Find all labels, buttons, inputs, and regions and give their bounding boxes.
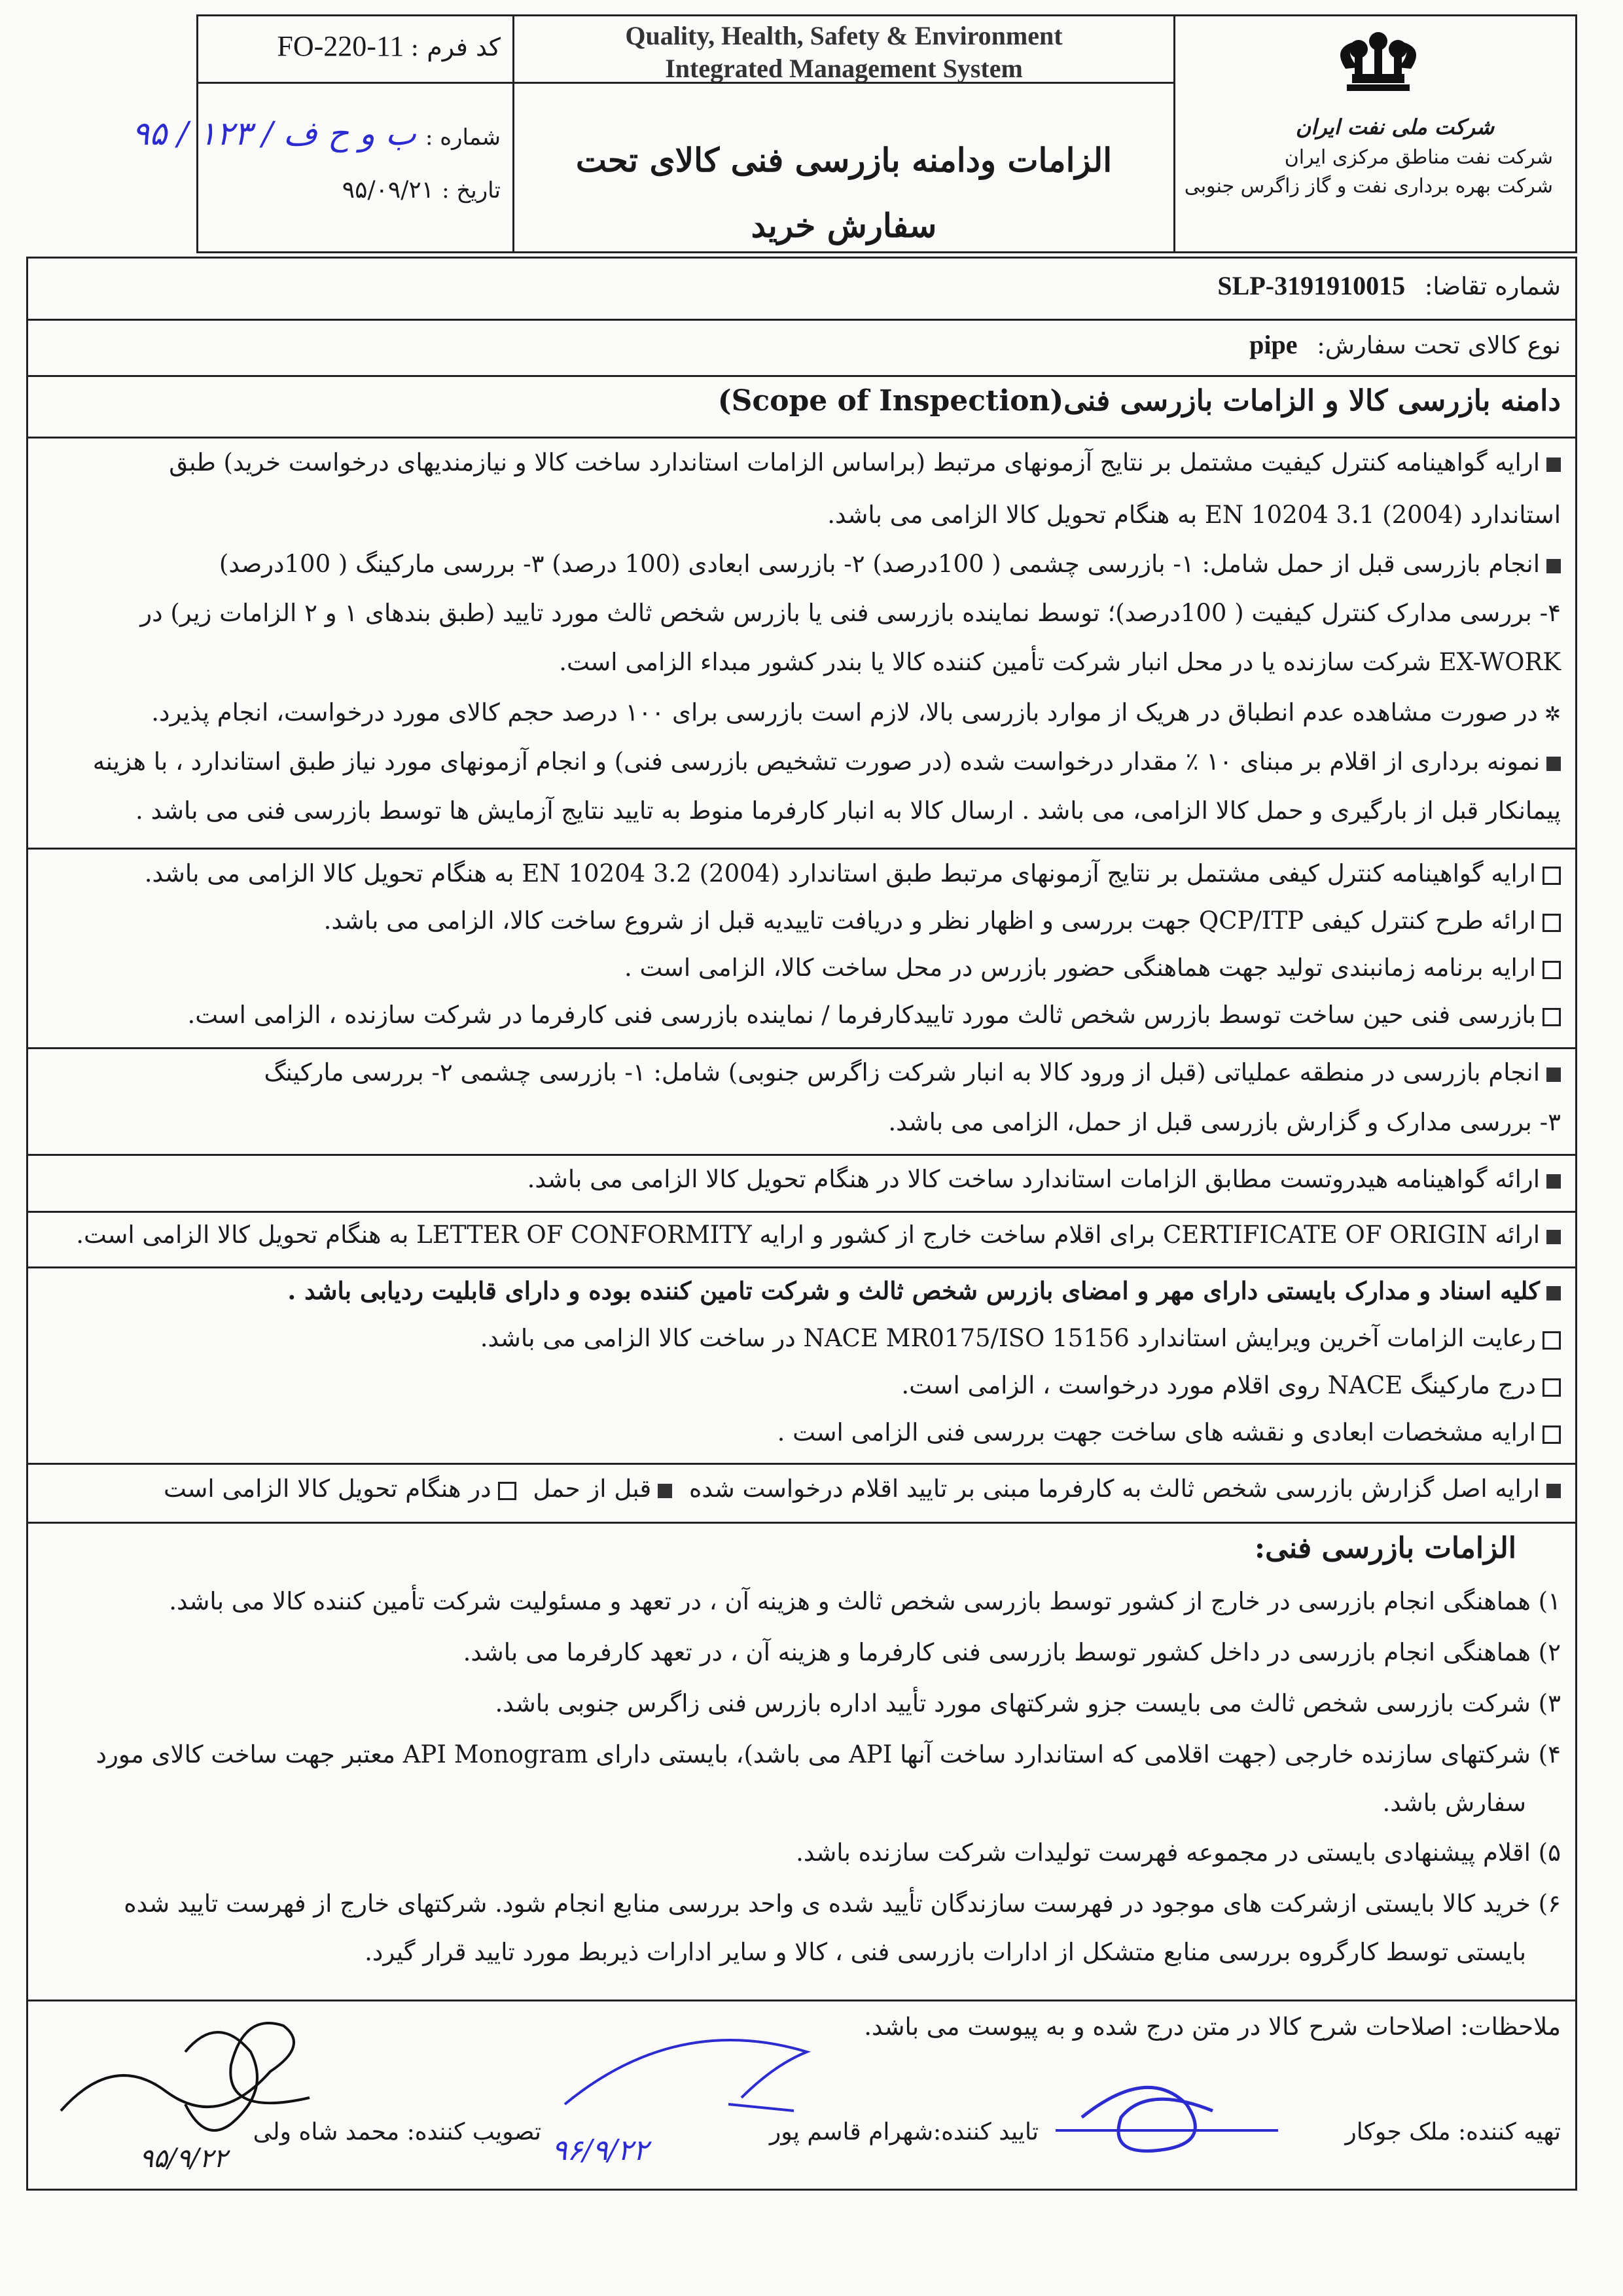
requirement-item: بایستی توسط کارگروه بررسی منابع متشکل از ادارات بازرسی فنی ، کالا و سایر ادارات ذیربط مورد تایید قرار گیرد. (365, 1938, 1526, 1966)
checked-box-icon (1546, 1174, 1561, 1189)
system-name-line2: Integrated Management System (665, 54, 1023, 83)
checked-box-icon (1546, 1286, 1561, 1300)
list-item: ارایه مشخصات ابعادی و نقشه های ساخت جهت بررسی فنی الزامی است . (777, 1418, 1561, 1446)
requirement-item: ۵) اقلام پیشنهادی بایستی در مجموعه فهرست تولیدات شرکت سازنده باشد. (796, 1839, 1561, 1867)
list-item: ۴- بررسی مدارک کنترل کیفیت ( 100درصد)؛ توسط نماینده بازرسی فنی یا بازرس شخص ثالث مورد تایید (طبق بندهای ۱ و ۲ الزامات زیر) در (140, 599, 1561, 627)
requirements-title: الزامات بازرسی فنی: (1254, 1532, 1516, 1565)
checked-box-icon (1546, 457, 1561, 472)
list-item: ارایه گواهینامه کنترل کیفیت مشتمل بر نتایج آزمونهای مرتبط (براساس الزامات استاندارد ساخت کالا و نیازمندیهای درخواست خرید) طبق (169, 448, 1561, 476)
third-party-report-item: ارایه اصل گزارش بازرسی شخص ثالث به کارفرما مبنی بر تایید اقلام درخواست شده قبل از حمل در هنگام تحویل کالا الزامی است (164, 1475, 1561, 1503)
preparer-label: تهیه کننده: ملک جوکار (1345, 2119, 1561, 2145)
company-name-1: شرکت نفت مناطق مرکزی ایران (1284, 146, 1553, 169)
company-name-2: شرکت بهره برداری نفت و گاز زاگرس جنوبی (1184, 175, 1553, 198)
nioc-logo-icon (1306, 23, 1450, 128)
requirement-item: ۴) شرکتهای سازنده خارجی (جهت اقلامی که استاندارد ساخت آنها API می باشد)، بایستی دارای API Monogram معتبر جهت ساخت کالای مورد (96, 1740, 1561, 1768)
form-header (132, 14, 1577, 253)
list-item: ✲در صورت مشاهده عدم انطباق در هریک از موارد بازرسی بالا، لازم است بازرسی برای ۱۰۰ درصد حجم کالای مورد درخواست، انجام پذیرد. (151, 698, 1561, 726)
unchecked-box-icon[interactable] (1543, 1378, 1561, 1397)
checked-box-icon (1546, 1230, 1561, 1244)
requirement-item: ۱) هماهنگی انجام بازرسی در خارج از کشور توسط بازرسی شخص ثالث و هزینه آن ، در تعهد و مسئولیت شرکت تأمین کننده کالا می باشد. (169, 1587, 1561, 1615)
letter-date: تاریخ :۹۵/۰۹/۲۱ (342, 177, 501, 204)
checked-box-icon (1546, 757, 1561, 771)
list-item: انجام بازرسی در منطقه عملیاتی (قبل از ورود کالا به انبار شرکت زاگرس جنوبی) شامل: ۱- بازرسی چشمی ۲- بررسی مارکینگ (264, 1058, 1561, 1086)
form-meta-cell (132, 16, 512, 251)
list-item: بازرسی فنی حین ساخت توسط بازرس شخص ثالث مورد تاییدکارفرما / نماینده بازرسی فنی کارفرما در شرکت سازنده ، الزامی است. (188, 1001, 1561, 1029)
checked-box-icon (658, 1484, 672, 1498)
signatures-icon (35, 1973, 1566, 2183)
unchecked-box-icon[interactable] (1543, 961, 1561, 979)
system-name-line1: Quality, Health, Safety & Environment (625, 21, 1063, 50)
origin-certificate-item: ارائه CERTIFICATE OF ORIGIN برای اقلام ساخت خارج از کشور و ارایه LETTER OF CONFORMITY به هنگام تحویل کالا الزامی است. (76, 1221, 1561, 1249)
confirmer-handwritten-note: ۹۶/۹/۲۲ (552, 2134, 649, 2167)
list-item: ۳- بررسی مدارک و گزارش بازرسی قبل از حمل، الزامی می باشد. (888, 1108, 1561, 1136)
unchecked-box-icon[interactable] (1543, 867, 1561, 885)
form-code: کد فرم :FO-220-11 (277, 30, 501, 62)
letter-number: شماره :ب و ح ف / ۱۲۳ / ۹۵ (132, 115, 501, 152)
unchecked-box-icon[interactable] (1543, 1008, 1561, 1026)
checked-box-icon (1546, 1484, 1561, 1498)
list-item: درج مارکینگ NACE روی اقلام مورد درخواست ، الزامی است. (901, 1371, 1561, 1399)
checked-box-icon (1546, 1067, 1561, 1082)
list-item: استاندارد (2004) EN 10204 3.1 به هنگام تحویل کالا الزامی می باشد. (827, 501, 1561, 529)
company-logo-text: شرکت ملی نفت ایران (1295, 115, 1494, 139)
unchecked-box-icon[interactable] (1543, 1426, 1561, 1444)
list-item: رعایت الزامات آخرین ویرایش استاندارد NACE MR0175/ISO 15156 در ساخت کالا الزامی می باشد. (480, 1324, 1561, 1352)
requirement-item: سفارش باشد. (1382, 1789, 1526, 1817)
list-item: انجام بازرسی قبل از حمل شامل: ۱- بازرسی چشمی ( 100درصد) ۲- بازرسی ابعادی (100 درصد) ۳- بررسی مارکینگ ( 100درصد) (219, 550, 1561, 578)
form-body (26, 257, 1577, 2191)
scope-title: دامنه بازرسی کالا و الزامات بازرسی فنی(Scope of Inspection) (717, 384, 1561, 418)
list-item: کلیه اسناد و مدارک بایستی دارای مهر و امضای بازرس شخص ثالث و شرکت تامین کننده بوده و دارای قابلیت ردیابی باشد . (287, 1276, 1561, 1305)
requirement-item: ۲) هماهنگی انجام بازرسی در داخل کشور توسط بازرسی فنی کارفرما و هزینه آن ، در تعهد کارفرما می باشد. (463, 1638, 1561, 1666)
hydrotest-item: ارائه گواهینامه هیدروتست مطابق الزامات استاندارد ساخت کالا در هنگام تحویل کالا الزامی می باشد. (527, 1165, 1561, 1193)
checked-box-icon (1546, 559, 1561, 573)
unchecked-box-icon[interactable] (1543, 1331, 1561, 1350)
requirement-item: ۳) شرکت بازرسی شخص ثالث می بایست جزو شرکتهای مورد تأیید اداره بازرس فنی زاگرس جنوبی باشد. (495, 1689, 1561, 1717)
list-item: EX-WORK شرکت سازنده یا در محل انبار شرکت تأمین کننده کالا یا بندر کشور مبداء الزامی است. (559, 648, 1561, 676)
requirement-item: ۶) خرید کالا بایستی ازشرکت های موجود در فهرست سازندگان تأیید شده ی واحد بررسی منابع انجام شود. شرکتهای خارج از فهرست تایید شده (124, 1890, 1561, 1918)
approver-handwritten-date: ۹۵/۹/۲۲ (139, 2144, 228, 2174)
goods-type-row: نوع کالای تحت سفارش: pipe (1249, 330, 1561, 359)
approver-label: تصویب کننده: محمد شاه ولی (253, 2119, 541, 2145)
remarks: ملاحظات: اصلاحات شرح کالا در متن درج شده و به پیوست می باشد. (864, 2013, 1561, 2041)
list-item: نمونه برداری از اقلام بر مبنای ۱۰ ٪ مقدار درخواست شده (در صورت تشخیص بازرسی فنی) و انجام آزمونهای مورد نیاز طبق استاندارد ، با هزینه (93, 747, 1561, 776)
list-item: ارایه گواهینامه کنترل کیفی مشتمل بر نتایج آزمونهای مرتبط طبق استاندارد (2004) EN 10204 3.2 به هنگام تحویل کالا الزامی می باشد. (145, 859, 1561, 888)
unchecked-box-icon[interactable] (498, 1482, 516, 1500)
unchecked-box-icon[interactable] (1543, 914, 1561, 932)
asterisk-icon: ✲ (1544, 703, 1561, 726)
confirmer-label: تایید کننده:شهرام قاسم پور (769, 2119, 1039, 2145)
document-title: الزامات ودامنه بازرسی فنی کالای تحت سفارش خرید (575, 141, 1113, 245)
form-title-cell (512, 16, 1173, 251)
list-item: پیمانکار قبل از بارگیری و حمل کالا الزامی، می باشد . ارسال کالا به انبار کارفرما منوط به تایید نتایج آزمایش ها توسط بازرسی فنی می باشد . (135, 797, 1561, 825)
request-number-row: شماره تقاضا: SLP-3191910015 (1217, 271, 1561, 300)
list-item: ارائه طرح کنترل کیفی QCP/ITP جهت بررسی و اظهار نظر و دریافت تاییدیه قبل از شروع ساخت کالا، الزامی می باشد. (324, 906, 1561, 935)
company-cell (1173, 16, 1579, 251)
list-item: ارایه برنامه زمانبندی تولید جهت هماهنگی حضور بازرس در محل ساخت کالا، الزامی است . (624, 954, 1561, 982)
